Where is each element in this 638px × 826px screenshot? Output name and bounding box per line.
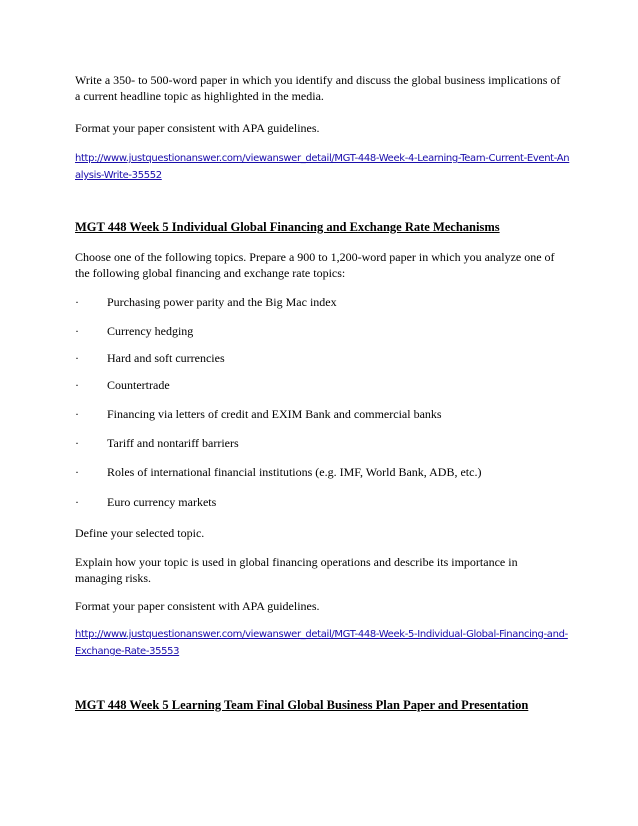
topic-text: Roles of international financial institutions (e.g. IMF, World Bank, ADB, etc.) [107,465,482,479]
topic-text: Hard and soft currencies [107,351,225,365]
list-item [75,377,565,393]
list-item [75,294,565,310]
list-item [75,350,565,366]
explain-topic-instruction: Explain how your topic is used in global financing operations and describe its importance in managing risks. [75,555,518,585]
topic-text: Financing via letters of credit and EXIM Bank and commercial banks [107,407,442,421]
week5-individual-heading: MGT 448 Week 5 Individual Global Financing and Exchange Rate Mechanisms [75,220,500,234]
bullet-icon: · [75,351,79,365]
list-item [75,464,565,480]
bullet-icon: · [75,465,79,479]
topic-text: Purchasing power parity and the Big Mac index [107,295,337,309]
topic-text: Currency hedging [107,324,194,338]
topic-text: Tariff and nontariff barriers [107,436,239,450]
topic-text: Euro currency markets [107,495,217,509]
bullet-icon: · [75,407,79,421]
list-item [75,406,565,422]
bullet-icon: · [75,495,79,509]
week5-answer-link[interactable]: http://www.justquestionanswer.com/viewanswer_detail/MGT-448-Week-5-Individual-Global-Financing-and-Exchange-Rate-35553 [75,629,568,657]
bullet-icon: · [75,324,79,338]
week5-learning-team-heading: MGT 448 Week 5 Learning Team Final Global Business Plan Paper and Presentation [75,698,529,712]
topic-text: Countertrade [107,378,170,392]
bullet-icon: · [75,378,79,392]
assignment-description: Write a 350- to 500-word paper in which you identify and discuss the global business implications of a current headline topic as highlighted in the media. [75,73,561,103]
week4-answer-link[interactable]: http://www.justquestionanswer.com/viewanswer_detail/MGT-448-Week-4-Learning-Team-Current-Event-Analysis-Write-35552 [75,153,570,181]
apa-format-note: Format your paper consistent with APA guidelines. [75,599,320,613]
list-item [75,435,565,451]
define-topic-instruction: Define your selected topic. [75,526,205,540]
bullet-icon: · [75,436,79,450]
list-item [75,494,565,510]
list-item [75,323,565,339]
topic-instructions: Choose one of the following topics. Prepare a 900 to 1,200-word paper in which you analyze one of the following global financing and exchange rate topics: [75,250,555,280]
apa-format-note: Format your paper consistent with APA guidelines. [75,121,320,135]
bullet-icon: · [75,295,79,309]
